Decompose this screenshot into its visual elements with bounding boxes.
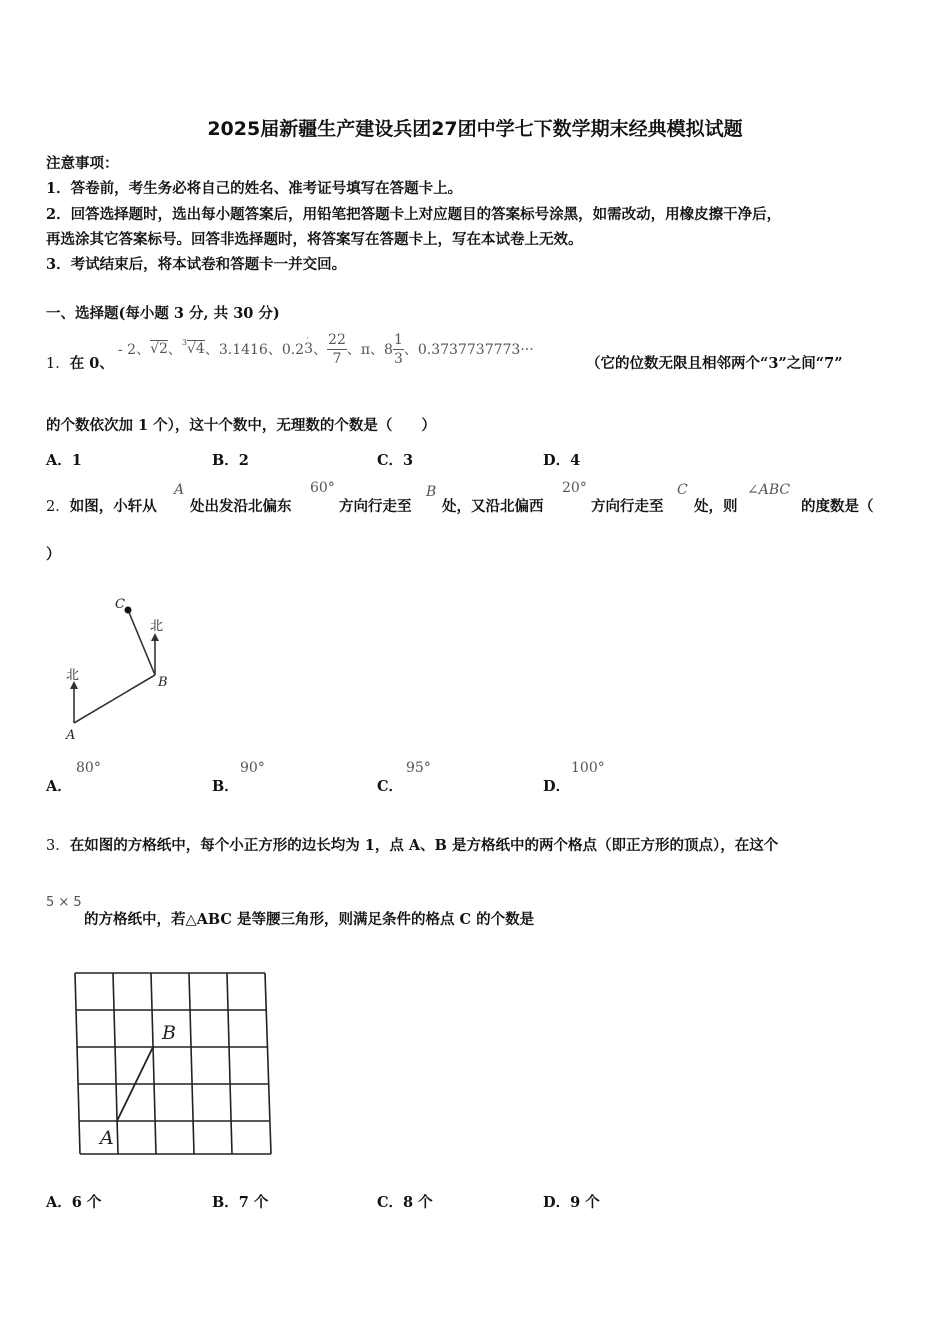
q2-option-c-letter: C． [377, 778, 404, 795]
q2-option-a[interactable] [46, 775, 72, 796]
q3-option-d[interactable]: D．9 个 [543, 1194, 600, 1211]
q1-option-c[interactable]: C．3 [377, 452, 414, 469]
q3-option-c[interactable]: C．8 个 [377, 1194, 433, 1211]
q1-expr-decimals: 、3.1416、0.2 [204, 342, 305, 358]
label-a: A [66, 728, 76, 743]
q2-text-7: 的度数是（ [801, 498, 874, 515]
q2-number: 2． [46, 499, 70, 515]
q2-option-d-letter: D． [543, 778, 571, 795]
label-north-b: 北 [150, 619, 164, 634]
q1-stem-after: （它的位数无限且相邻两个“3”之间“7” [586, 355, 843, 372]
q1-expr-tail: 、0.3737737773··· [403, 342, 534, 358]
q1-expr-sep: 、 [167, 342, 182, 358]
q2-text-5: 方向行走至 [591, 498, 664, 515]
q1-expr-repeat-digit: 3 [304, 341, 314, 357]
q2-point-b: B [426, 484, 437, 500]
label-c: C [115, 597, 125, 612]
notice-item-1: 1．答卷前，考生务必将自己的姓名、准考证号填写在答题卡上。 [46, 180, 463, 197]
q2-text-4: 处，又沿北偏西 [442, 498, 544, 515]
frac-num: 1 [393, 331, 403, 348]
q2-figure-diagram [55, 590, 185, 745]
q1-option-a[interactable]: A．1 [46, 452, 82, 469]
q3-stem [46, 834, 778, 855]
notice-item-3: 3．考试结束后，将本试卷和答题卡一并交回。 [46, 256, 347, 273]
q2-option-a-letter: A． [46, 778, 72, 795]
q2-degree-60: 60° [310, 480, 335, 496]
q2-option-a-value: 80° [76, 760, 101, 776]
q3-figure-grid [70, 968, 330, 1160]
q2-option-d[interactable] [543, 775, 570, 796]
q3-text-1: 在如图的方格纸中，每个小正方形的边长均为 1，点 A、B 是方格纸中的两个格点（即正方形的顶点），在这个 [69, 837, 779, 854]
q2-angle-abc: ∠ABC [747, 482, 791, 498]
q1-expr-repeat: 3 · [304, 334, 314, 357]
q3-grid-size: 5 × 5 [46, 895, 82, 910]
q3-text-2: 的方格纸中，若△ABC 是等腰三角形，则满足条件的格点 C 的个数是 [84, 911, 535, 928]
q1-fraction-1-3 [393, 331, 404, 368]
label-b: B [162, 1022, 176, 1044]
label-north-a: 北 [66, 668, 80, 683]
q2-text-1: 如图，小轩从 [69, 498, 157, 515]
frac-num: 22 [328, 331, 346, 348]
arrow-head-icon [151, 633, 159, 641]
q2-text-2: 处出发沿北偏东 [190, 498, 292, 515]
q3-option-b[interactable]: B．7 个 [212, 1194, 269, 1211]
q1-option-b[interactable]: B．2 [212, 452, 249, 469]
q1-stem [46, 352, 114, 373]
q1-number: 1． [46, 356, 70, 372]
segment-ab [74, 675, 155, 723]
point-c-dot [125, 607, 132, 614]
q1-lead: 在 0、 [69, 355, 114, 372]
page-title: 2025届新疆生产建设兵团27团中学七下数学期末经典模拟试题 [207, 118, 743, 140]
q1-stem-line2: 的个数依次加 1 个），这十个数中，无理数的个数是（ ） [46, 417, 436, 434]
q1-fraction-22-7 [327, 331, 347, 368]
q2-text-3: 方向行走至 [339, 498, 412, 515]
notice-item-2: 2．回答选择题时，选出每小题答案后，用铅笔把答题卡上对应题目的答案标号涂黑，如需改动，用橡皮擦干净后， [46, 206, 782, 223]
q1-number-list [118, 326, 534, 372]
label-a: A [100, 1127, 114, 1149]
q2-point-a: A [174, 482, 185, 498]
q3-option-a[interactable]: A．6 个 [46, 1194, 102, 1211]
frac-den: 3 [393, 350, 403, 367]
q2-option-b-value: 90° [240, 760, 265, 776]
q1-option-d[interactable]: D．4 [543, 452, 581, 469]
q3-number: 3． [46, 838, 70, 854]
q2-option-c[interactable] [377, 775, 403, 796]
q2-option-d-value: 100° [571, 760, 605, 776]
q2-stem [46, 495, 157, 516]
q2-degree-20: 20° [562, 480, 587, 496]
notice-heading: 注意事项： [46, 155, 119, 172]
q1-expr-cbrt-index: 3 [181, 337, 188, 347]
q2-option-b[interactable] [212, 775, 239, 796]
q2-text-6: 处，则 [694, 498, 738, 515]
q2-point-c: C [677, 482, 688, 498]
q1-expr-sqrt2: √2 [150, 341, 168, 357]
q2-option-b-letter: B． [212, 778, 239, 795]
q1-expr-neg2: - 2、 [118, 342, 151, 358]
section-heading: 一、选择题(每小题 3 分, 共 30 分) [46, 305, 280, 322]
label-b: B [158, 675, 168, 690]
q1-expr-cbrt4: √4 [187, 341, 205, 357]
q1-expr-sep2: 、 [313, 342, 328, 358]
q2-stem-line2: ） [46, 546, 61, 563]
q2-option-c-value: 95° [406, 760, 431, 776]
q1-expr-pi: 、π、8 [346, 342, 393, 358]
notice-item-2-cont: 再选涂其它答案标号。回答非选择题时，将答案写在答题卡上，写在本试卷上无效。 [46, 231, 583, 248]
frac-den: 7 [332, 350, 342, 367]
